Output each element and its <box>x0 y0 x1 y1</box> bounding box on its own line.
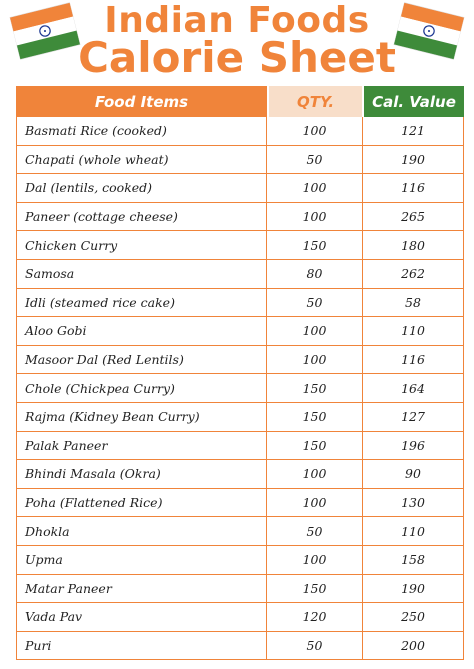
cal-value-cell: 110 <box>401 323 425 339</box>
table-row <box>17 517 463 546</box>
table-header-row <box>16 86 464 117</box>
table-row <box>17 317 463 346</box>
qty-cell: 150 <box>267 432 363 460</box>
table-row <box>17 460 463 489</box>
table-row <box>17 546 463 575</box>
food-item-cell: Samosa <box>17 260 267 288</box>
qty-cell: 100 <box>267 546 363 574</box>
food-item-cell: Matar Paneer <box>17 575 267 603</box>
table-row <box>17 403 463 432</box>
calorie-table <box>16 86 464 660</box>
cal-value-cell: 127 <box>401 409 425 425</box>
qty-cell: 120 <box>267 603 363 631</box>
table-row <box>17 231 463 260</box>
qty-cell: 100 <box>267 489 363 517</box>
table-row <box>17 603 463 632</box>
table-row <box>17 174 463 203</box>
food-item-cell: Aloo Gobi <box>17 317 267 345</box>
table-row <box>17 432 463 461</box>
cal-value-cell: 110 <box>401 523 425 539</box>
cal-value-cell: 265 <box>401 209 425 225</box>
qty-cell: 100 <box>267 174 363 202</box>
food-item-cell: Chole (Chickpea Curry) <box>17 374 267 402</box>
cal-value-cell: 58 <box>405 294 421 310</box>
table-row <box>17 146 463 175</box>
page-header <box>0 0 474 84</box>
cal-value-cell: 164 <box>401 380 425 396</box>
cal-value-cell: 116 <box>401 180 425 196</box>
food-item-cell: Rajma (Kidney Bean Curry) <box>17 403 267 431</box>
column-header-qty: QTY. <box>267 86 362 117</box>
food-item-cell: Vada Pav <box>17 603 267 631</box>
food-item-cell: Palak Paneer <box>17 432 267 460</box>
cal-value-cell: 262 <box>401 266 425 282</box>
qty-cell: 100 <box>267 117 363 145</box>
table-body <box>16 117 464 660</box>
table-row <box>17 374 463 403</box>
food-item-cell: Masoor Dal (Red Lentils) <box>17 346 267 374</box>
qty-cell: 80 <box>267 260 363 288</box>
qty-cell: 150 <box>267 575 363 603</box>
qty-cell: 50 <box>267 517 363 545</box>
qty-cell: 50 <box>267 632 363 660</box>
qty-cell: 50 <box>267 146 363 174</box>
food-item-cell: Chapati (whole wheat) <box>17 146 267 174</box>
food-item-cell: Basmati Rice (cooked) <box>17 117 267 145</box>
qty-cell: 150 <box>267 374 363 402</box>
qty-cell: 150 <box>267 231 363 259</box>
cal-value-cell: 200 <box>401 637 425 653</box>
cal-value-cell: 250 <box>401 609 425 625</box>
table-row <box>17 575 463 604</box>
qty-cell: 100 <box>267 317 363 345</box>
cal-value-cell: 158 <box>401 552 425 568</box>
qty-cell: 100 <box>267 460 363 488</box>
table-row <box>17 289 463 318</box>
food-item-cell: Chicken Curry <box>17 231 267 259</box>
cal-value-cell: 90 <box>405 466 421 482</box>
column-header-food-items: Food Items <box>16 86 267 117</box>
cal-value-cell: 130 <box>401 495 425 511</box>
cal-value-cell: 116 <box>401 352 425 368</box>
table-row <box>17 489 463 518</box>
table-row <box>17 117 463 146</box>
cal-value-cell: 190 <box>401 580 425 596</box>
food-item-cell: Dal (lentils, cooked) <box>17 174 267 202</box>
qty-cell: 150 <box>267 403 363 431</box>
food-item-cell: Dhokla <box>17 517 267 545</box>
page-title-line2: Calorie Sheet <box>78 33 396 82</box>
table-row <box>17 346 463 375</box>
food-item-cell: Bhindi Masala (Okra) <box>17 460 267 488</box>
food-item-cell: Poha (Flattened Rice) <box>17 489 267 517</box>
page-title-line1: Indian Foods <box>104 0 370 41</box>
qty-cell: 100 <box>267 346 363 374</box>
cal-value-cell: 121 <box>401 123 425 139</box>
qty-cell: 100 <box>267 203 363 231</box>
qty-cell: 50 <box>267 289 363 317</box>
cal-value-cell: 180 <box>401 237 425 253</box>
food-item-cell: Idli (steamed rice cake) <box>17 289 267 317</box>
food-item-cell: Puri <box>17 632 267 660</box>
column-header-cal-value: Cal. Value <box>362 86 464 117</box>
cal-value-cell: 190 <box>401 151 425 167</box>
table-row <box>17 203 463 232</box>
table-row <box>17 632 463 661</box>
table-row <box>17 260 463 289</box>
food-item-cell: Paneer (cottage cheese) <box>17 203 267 231</box>
food-item-cell: Upma <box>17 546 267 574</box>
cal-value-cell: 196 <box>401 437 425 453</box>
